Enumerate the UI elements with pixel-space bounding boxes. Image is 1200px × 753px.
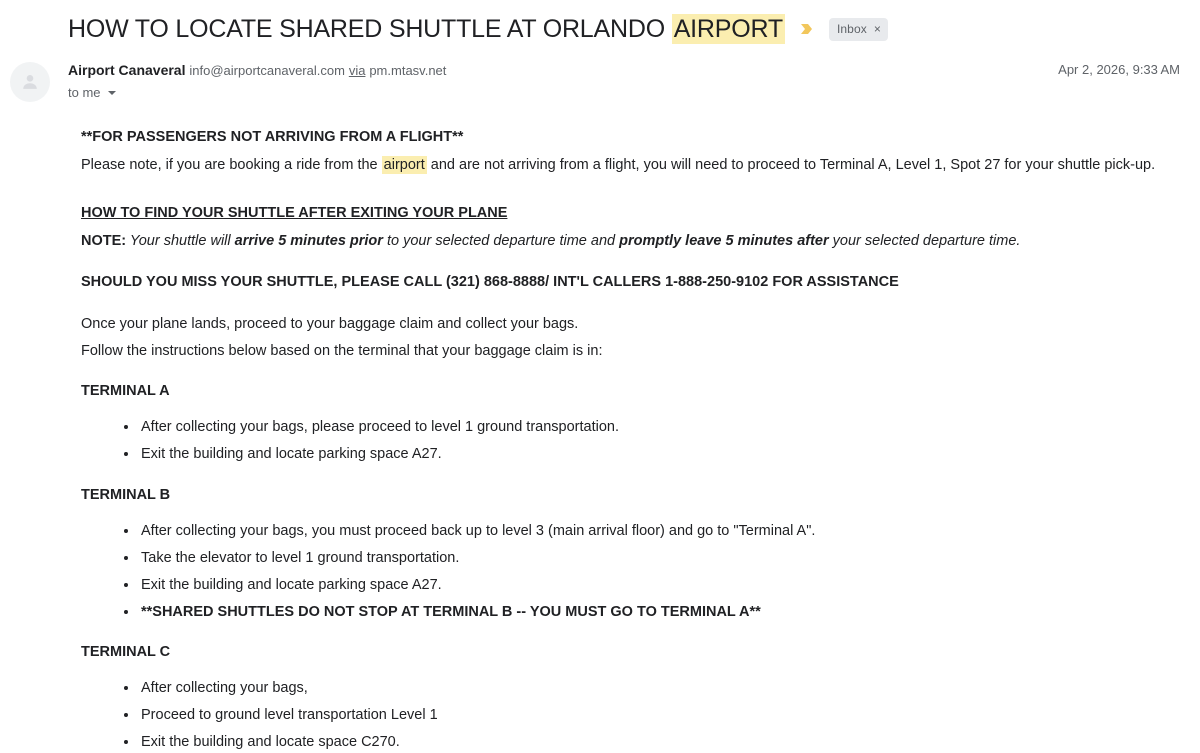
important-arrow-icon[interactable] xyxy=(799,21,815,37)
terminal-b-list xyxy=(81,520,1180,623)
list-item: • Proceed to ground level transportation Level 1 xyxy=(139,704,1180,726)
section-terminal-b xyxy=(81,485,1180,623)
label-chip-text: Inbox xyxy=(836,21,867,36)
chevron-down-icon[interactable] xyxy=(108,91,116,95)
terminal-c-list xyxy=(81,677,1180,753)
note-label: NOTE: xyxy=(81,233,127,249)
label-chip-inbox[interactable] xyxy=(829,18,888,41)
email-body xyxy=(0,127,1200,753)
list-item-warning: • **SHARED SHUTTLES DO NOT STOP AT TERMINAL B -- YOU MUST GO TO TERMINAL A** xyxy=(139,601,1180,623)
section-terminal-a xyxy=(81,381,1180,465)
list-item: • Exit the building and locate parking space A27. xyxy=(139,443,1180,465)
terminal-a-list xyxy=(81,416,1180,465)
section-not-from-flight xyxy=(81,127,1180,176)
list-item: • Exit the building and locate space C270. xyxy=(139,731,1180,753)
lands-line-1: Once your plane lands, proceed to your baggage claim and collect your bags. xyxy=(81,316,579,332)
via-domain: pm.mtasv.net xyxy=(369,63,447,78)
terminal-b-heading: TERMINAL B xyxy=(81,487,171,503)
email-timestamp: Apr 2, 2026, 9:33 AM xyxy=(1058,62,1180,77)
avatar xyxy=(10,62,50,102)
section-miss-shuttle xyxy=(81,272,1180,293)
section-after-landing xyxy=(81,314,1180,362)
list-item: • Exit the building and locate parking space A27. xyxy=(139,574,1180,596)
terminal-a-heading: TERMINAL A xyxy=(81,383,170,399)
via-label: via xyxy=(348,63,366,78)
list-item: • Take the elevator to level 1 ground transportation. xyxy=(139,547,1180,569)
note-emphasis-leave: promptly leave 5 minutes after xyxy=(619,233,829,249)
note-emphasis-arrive: arrive 5 minutes prior xyxy=(234,233,383,249)
email-sender-row xyxy=(0,46,1200,102)
note-part2: to your selected departure time and xyxy=(382,233,620,249)
person-avatar-icon xyxy=(19,71,41,93)
recipient-dropdown[interactable] xyxy=(68,85,116,100)
section-find-shuttle xyxy=(81,203,1180,252)
body-highlight-term: airport xyxy=(383,157,425,173)
sender-details xyxy=(68,60,1058,102)
email-subject-row xyxy=(0,0,1200,46)
not-from-flight-heading: **FOR PASSENGERS NOT ARRIVING FROM A FLIGHT** xyxy=(81,129,464,145)
subject-text-plain: HOW TO LOCATE SHARED SHUTTLE AT ORLANDO xyxy=(68,15,672,43)
not-from-flight-paragraph xyxy=(81,155,1180,176)
note-paragraph xyxy=(81,231,1180,252)
not-from-flight-text-b: and are not arriving from a flight, you will need to proceed to Terminal A, Level 1, Spot 27 for your shuttle pick-up. xyxy=(426,157,1156,173)
recipient-label: to me xyxy=(68,85,101,100)
sender-identity-line xyxy=(68,60,1058,81)
subject-highlight-term: AIRPORT xyxy=(673,15,783,43)
list-item: • After collecting your bags, you must proceed back up to level 3 (main arrival floor) and go to "Terminal A". xyxy=(139,520,1180,542)
lands-line-2: Follow the instructions below based on the terminal that your baggage claim is in: xyxy=(81,343,603,359)
sender-email: info@airportcanaveral.com xyxy=(189,63,345,78)
close-icon[interactable]: × xyxy=(873,21,881,36)
note-part1: Your shuttle will xyxy=(126,233,235,249)
not-from-flight-text-a: Please note, if you are booking a ride from the xyxy=(81,157,382,173)
page-title xyxy=(68,13,785,45)
terminal-c-heading: TERMINAL C xyxy=(81,644,171,660)
list-item: • After collecting your bags, please proceed to level 1 ground transportation. xyxy=(139,416,1180,438)
find-shuttle-heading: HOW TO FIND YOUR SHUTTLE AFTER EXITING YOUR PLANE xyxy=(81,205,508,221)
note-part3: your selected departure time. xyxy=(828,233,1021,249)
sender-name[interactable]: Airport Canaveral xyxy=(68,62,186,78)
miss-shuttle-line: SHOULD YOU MISS YOUR SHUTTLE, PLEASE CALL (321) 868-8888/ INT'L CALLERS 1-888-250-9102 FOR ASSISTANCE xyxy=(81,274,899,290)
list-item: • After collecting your bags, xyxy=(139,677,1180,699)
section-terminal-c xyxy=(81,642,1180,753)
